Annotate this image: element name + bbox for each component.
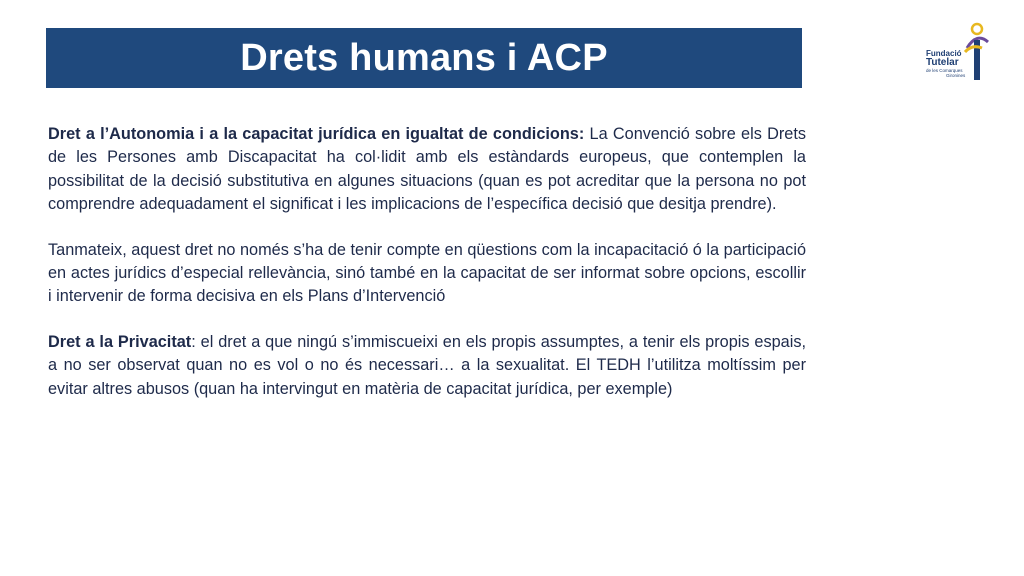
person-figure-icon — [962, 22, 992, 82]
paragraph-text: : el dret a que ningú s’immiscueixi en els propis assumptes, a tenir els propis espais, a no ser observat quan no es vol o no és necessari… a la sexualitat. El TEDH l’utilitza moltíssim per evitar altres abusos (quan ha intervingut en matèria de capacitat jurídica, per exemple) — [48, 332, 806, 398]
paragraph-text: La Convenció sobre els Drets de les Persones amb Discapacitat ha col·lidit amb els estàndards europeus, que contemplen la possibilitat de la decisió substitutiva en algunes situacions (quan es pot acreditar que la persona no pot comprendre adequadament el significat i les implicacions de l’específica decisió que desitja prendre). — [48, 125, 806, 214]
paragraph-heading: Dret a la Privacitat — [48, 332, 192, 351]
paragraph-privacitat — [48, 331, 806, 401]
logo-line-tutelar: Tutelar — [926, 57, 959, 68]
fundacio-tutelar-logo — [926, 22, 992, 84]
paragraph-text: Tanmateix, aquest dret no només s’ha de tenir compte en qüestions com la incapacitació ó la participació en actes jurídics d’especial rellevància, sinó també en la capacitat de ser informat sobre opcions, escollir i intervenir de forma decisiva en els Plans d’Intervenció — [48, 240, 806, 306]
paragraph-tanmateix — [48, 239, 806, 309]
page-title: Drets humans i ACP — [240, 36, 608, 79]
title-banner — [46, 28, 802, 88]
logo-line-fundacio: Fundació — [926, 49, 962, 58]
logo-line-gironines: Gironines — [946, 72, 966, 78]
body-content — [48, 123, 806, 401]
paragraph-heading: Dret a l’Autonomia i a la capacitat jurídica en igualtat de condicions: — [48, 125, 585, 143]
logo-line-comarques: de les Comarques — [926, 68, 963, 73]
paragraph-autonomia — [48, 123, 806, 217]
logo-wordmark — [926, 50, 965, 78]
